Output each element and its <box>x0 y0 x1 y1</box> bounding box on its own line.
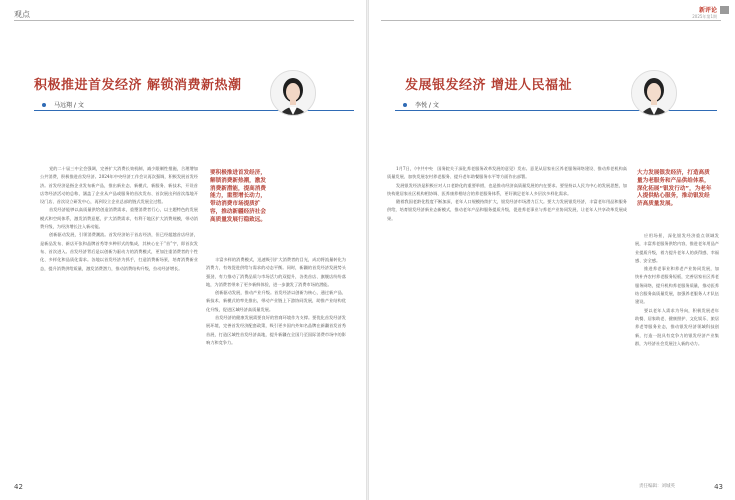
brand-date: 2025年第1期 <box>692 14 717 19</box>
author-line <box>42 100 84 109</box>
author-portrait <box>270 70 316 116</box>
paragraph: 发展银发经济是积极应对人口老龄化的重要举措，也是推动经济高质量发展的内在要求。要坚持以人民为中心的发展思想，加快构建居家社区机构相协调、医养康养相结合的养老服务体系，更好满足老年人多层次多样化需求。 <box>387 182 627 196</box>
header-rule <box>381 20 721 21</box>
article-title: 发展银发经济 增进人民福祉 <box>405 78 573 93</box>
paragraph: 创新驱动发展，引领消费潮流。首发经济始于首店经济，但已经超越首店经济，是新品发布、新店开张和品牌首秀等多种形式的集成，其核心在于“首”字，即首次发布、首次进入。首发经济背后是以创新为驱动力的消费模式，更加注重消费者的个性化、多样化和品质化需求。各地以首发经济为抓手，打造消费新场景，培育消费新业态，提升消费供给质量，激发消费潜力，推动消费结构升级，拉动经济增长。 <box>40 232 198 271</box>
paragraph: 推进养老事业和养老产业协同发展，加快补齐农村养老服务短板，完善居家社区养老服务网络，提升机构养老服务质量，推动医养结合服务高质量发展，加强养老服务人才队伍建设。 <box>635 266 719 305</box>
pull-quote: 要积极推进首发经济，解锁消费新热潮，激发消费新潜能，提高消费能力，重塑增长动力，带动消费市场提质扩容，推动新疆经济社会高质量发展行稳致远。 <box>210 170 266 223</box>
portrait-icon <box>632 71 676 115</box>
page-number: 43 <box>714 483 723 491</box>
paragraph: 应用场景，深化银发经济重点领域发展，丰富养老服务供给内容，推进老年用品产业提质升级，着力提升老年人的获得感、幸福感、安全感。 <box>635 233 719 263</box>
author-line <box>403 100 439 109</box>
body-column-2 <box>635 232 719 480</box>
paragraph: 党的二十届三中全会强调，完善扩大消费长效机制，减少限制性措施，合理增加公共消费，积极推进首发经济。2024年中央经济工作会议再次强调，积极发展首发经济。首发经济是指企业发布新产品，推出新业态、新模式、新服务、新技术，开设首店等经济活动的总称，涵盖了企业从产品或服务的首次发布、首次展出到首次落地开设门店、首次设立研发中心，再到设立企业总部的链式发展全过程。 <box>40 166 198 205</box>
magazine-brand <box>692 5 717 20</box>
section-label: 观点 <box>14 10 30 19</box>
bullet-icon <box>403 103 407 107</box>
article-title: 积极推进首发经济 解锁消费新热潮 <box>34 78 242 93</box>
author-name: 马远翔 / 文 <box>54 102 84 109</box>
paragraph: 首发经济的健康发展需要良好的营商环境作为支撑。要优化首发经济发展环境，完善首发经济配套政策，吸引更多国内外知名品牌在新疆首发首秀首展，打造区域性首发经济高地，提升新疆在全国乃至国际消费市场中的影响力和竞争力。 <box>206 315 346 345</box>
paragraph: 创新驱动发展，推动产业升级。首发经济以创新为核心，通过新产品、新技术、新模式的率先推出，带动产业链上下游协同发展，助推产业结构优化升级，促进区域经济高质量发展。 <box>206 290 346 312</box>
portrait-icon <box>271 71 315 115</box>
author-portrait <box>631 70 677 116</box>
header-rule <box>14 20 354 21</box>
brand-logo-icon <box>720 6 729 14</box>
bullet-icon <box>42 103 46 107</box>
paragraph: 丰富多样的消费模式，迅速吸引扩大消费者的目光，成功将流量转化为消费力，有效促进供给与需求的动态平衡。同时，新疆的首发经济发展势头强劲，有力推动了消费品质与市场活力的双提升，各类首店、旗舰店纷纷落地，为消费者带来了更多新鲜体验，进一步激发了消费市场的潜能。 <box>206 257 346 287</box>
editor-credit: 责任编辑：刘城英 <box>639 484 675 489</box>
body-column-1 <box>387 165 627 481</box>
paragraph: 要以老年人需求为导向，积极发展老年助餐、居家助老、健康照护、文化娱乐、旅居养老等服务业态，推动银发经济领域科技创新，打造一批具有竞争力的银发经济产业集群，为经济社会发展注入新的动力。 <box>635 307 719 346</box>
pull-quote: 大力发展银发经济，打造高质量为老服务和产品供给体系，深化拓展“银发行动”，为老年人提供贴心服务，推动银发经济高质量发展。 <box>637 170 712 208</box>
left-page <box>0 0 366 500</box>
body-column-2 <box>206 256 346 482</box>
page-number: 42 <box>14 483 23 491</box>
brand-name: 新评论 <box>698 7 717 14</box>
paragraph: 随着我国老龄化程度不断加深，老年人口规模持续扩大，银发经济市场潜力巨大。要大力发展银发经济，丰富老年用品和服务供给，培育银发经济新业态新模式，推动老年产品和服务提质升级，促进养老事业与养老产业协同发展，让老年人共享改革发展成果。 <box>387 199 627 221</box>
body-column-1 <box>40 165 198 481</box>
paragraph: 1月7日，《中共中央 国务院关于深化养老服务改革发展的意见》发布。意见从居家社区养老服务网络建设、推动养老机构高质量发展、加快发展农村养老服务、提升老年助餐服务水平等方面作出部署。 <box>387 166 627 180</box>
paragraph: 首发经济能够以高质量供给创造消费需求，重塑消费者行心，以主题特色的发展模式和空间体系，激发消费意愿，扩大消费需求，有利于地区扩大消费规模，带动消费升级，为经济增长注入新动能。 <box>40 207 198 230</box>
author-name: 李悦 / 文 <box>415 102 439 109</box>
right-page <box>369 0 735 500</box>
